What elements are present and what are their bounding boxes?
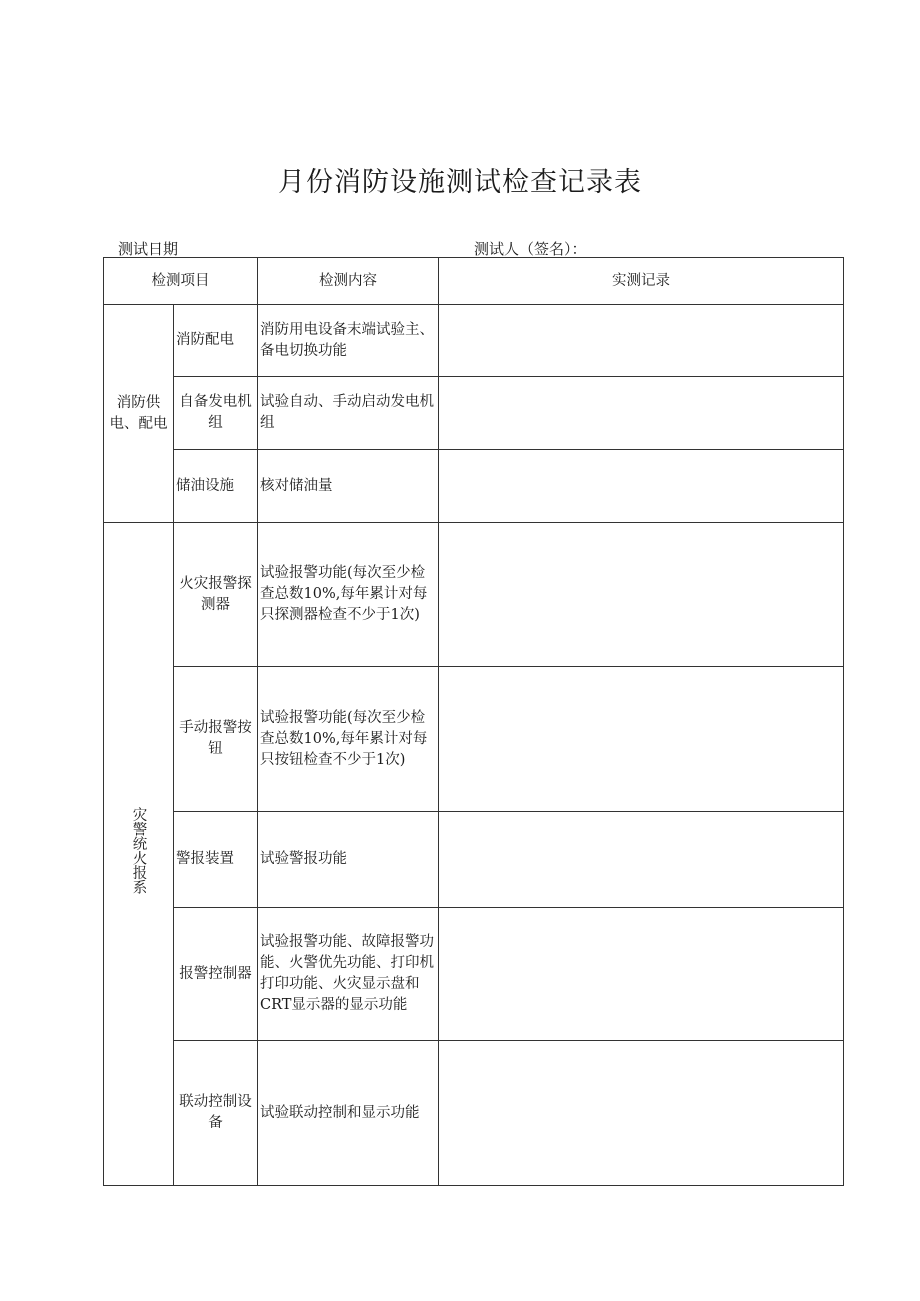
category-fire-alarm-label: 灾警统火报系 [130, 807, 147, 894]
table-row [104, 667, 844, 812]
category-power-supply: 消防供电、配电 [104, 305, 174, 523]
content-cell: 试验联动控制和显示功能 [258, 1041, 439, 1186]
record-cell[interactable] [439, 523, 844, 667]
record-cell[interactable] [439, 377, 844, 450]
record-cell[interactable] [439, 812, 844, 908]
item-cell: 自备发电机组 [174, 377, 258, 450]
table-header-row [104, 258, 844, 305]
test-date-label: 测试日期 [118, 240, 179, 258]
table-row [104, 1041, 844, 1186]
record-cell[interactable] [439, 450, 844, 523]
header-item: 检测项目 [104, 258, 258, 305]
table-row [104, 908, 844, 1041]
category-fire-alarm-system [104, 523, 174, 1186]
inspection-record-table [103, 257, 844, 1186]
content-cell: 试验报警功能、故障报警功能、火警优先功能、打印机打印功能、火灾显示盘和CRT显示器的显示功能 [258, 908, 439, 1041]
table-row [104, 305, 844, 377]
content-cell: 消防用电设备末端试验主、备电切换功能 [258, 305, 439, 377]
item-cell: 报警控制器 [174, 908, 258, 1041]
item-cell: 储油设施 [174, 450, 258, 523]
content-cell: 试验自动、手动启动发电机组 [258, 377, 439, 450]
record-cell[interactable] [439, 305, 844, 377]
content-cell: 试验警报功能 [258, 812, 439, 908]
item-cell: 联动控制设备 [174, 1041, 258, 1186]
content-cell: 试验报警功能(每次至少检查总数10%,每年累计对每只按钮检查不少于1次) [258, 667, 439, 812]
table-row [104, 812, 844, 908]
document-title: 月份消防设施测试检查记录表 [278, 167, 642, 198]
item-cell: 手动报警按钮 [174, 667, 258, 812]
header-content: 检测内容 [258, 258, 439, 305]
header-record: 实测记录 [439, 258, 844, 305]
tester-signature-label: 测试人（签名）： [474, 240, 587, 258]
content-cell: 试验报警功能(每次至少检查总数10%,每年累计对每只探测器检查不少于1次) [258, 523, 439, 667]
record-cell[interactable] [439, 667, 844, 812]
record-cell[interactable] [439, 908, 844, 1041]
table-row [104, 377, 844, 450]
record-cell[interactable] [439, 1041, 844, 1186]
content-cell: 核对储油量 [258, 450, 439, 523]
item-cell: 消防配电 [174, 305, 258, 377]
item-cell: 警报装置 [174, 812, 258, 908]
table-row [104, 523, 844, 667]
item-cell: 火灾报警探测器 [174, 523, 258, 667]
table-row [104, 450, 844, 523]
